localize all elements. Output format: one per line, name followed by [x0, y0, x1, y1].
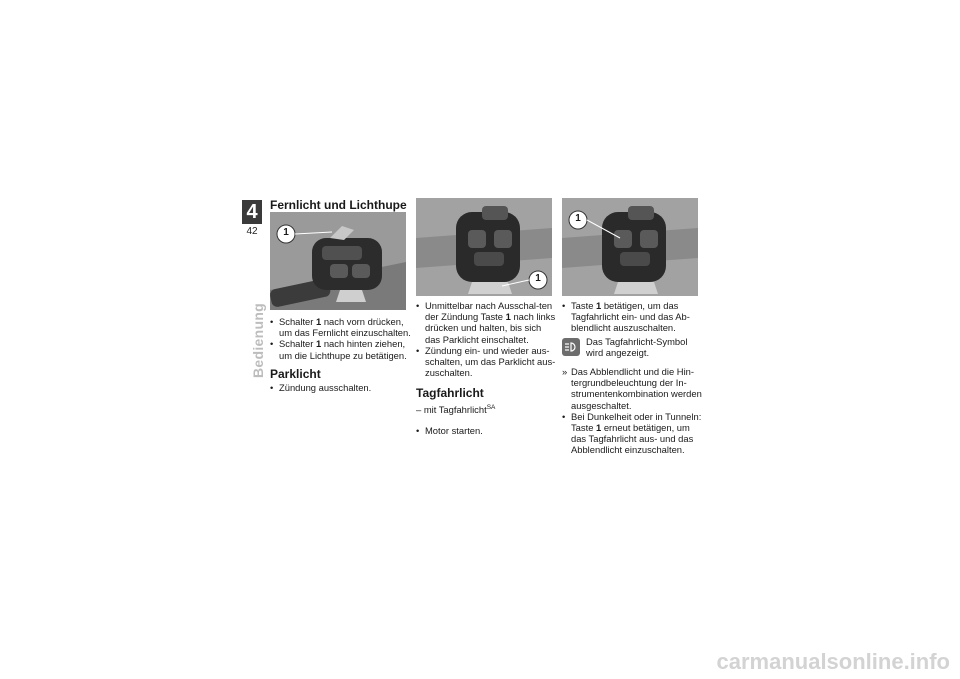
column-1-text: [270, 316, 412, 393]
watermark: carmanualsonline.info: [716, 649, 950, 674]
heading-tagfahrlicht: Tagfahrlicht: [416, 386, 484, 401]
photo-high-beam-switch: [270, 212, 406, 310]
column-3-text: [562, 300, 704, 456]
page-number: 42: [246, 226, 258, 237]
handlebar-switch-illustration: [562, 198, 698, 296]
optional-equipment-note: – mit Tagfahrlicht$^{SA}$: [416, 403, 496, 415]
photo-parking-light-switch: [416, 198, 552, 296]
column-2-text: [416, 300, 556, 436]
photo-daytime-light-switch: [562, 198, 698, 296]
list-item: • Taste 1 betätigen, um das Tagfahrlicht ein- und das Ab-blendlicht auszuschalten.: [562, 300, 704, 334]
callout-1: 1: [283, 227, 289, 238]
heading-fernlicht: Fernlicht und Lichthupe: [270, 198, 407, 212]
chapter-side-label: Bedienung: [250, 302, 266, 378]
list-item: • Schalter 1 nach vorn drücken, um das Fernlicht einzuschalten.: [270, 316, 412, 338]
chapter-number: 4: [242, 200, 262, 224]
handlebar-switch-illustration: [270, 212, 406, 310]
callout-1: 1: [575, 213, 581, 224]
callout-1: 1: [535, 273, 541, 284]
list-item: • Motor starten.: [416, 425, 556, 436]
daytime-running-light-icon: [562, 338, 580, 356]
handlebar-switch-illustration: [416, 198, 552, 296]
list-item: • Zündung ein- und wieder aus-schalten, um das Parklicht aus-zuschalten.: [416, 345, 556, 379]
note-block: Das Tagfahrlicht-Symbol wird angezeigt.: [562, 336, 704, 358]
column-1: [270, 198, 410, 212]
list-item: • Zündung ausschalten.: [270, 382, 412, 393]
list-item: • Schalter 1 nach hinten ziehen, um die Lichthupe zu betätigen.: [270, 338, 412, 360]
list-item: • Unmittelbar nach Ausschal-ten der Zündung Taste 1 nach links drücken und halten, bis sich das Parklicht einschaltet.: [416, 300, 556, 345]
list-item: • Bei Dunkelheit oder in Tunneln: Taste 1 erneut betätigen, um das Tagfahrlicht aus- und das Abblendlicht einzuschalten.: [562, 411, 704, 456]
result-item: » Das Abblendlicht und die Hin-tergrundbeleuchtung der In-strumentenkombination werden ausgeschaltet.: [562, 366, 702, 411]
heading-parklicht: Parklicht: [270, 366, 321, 381]
